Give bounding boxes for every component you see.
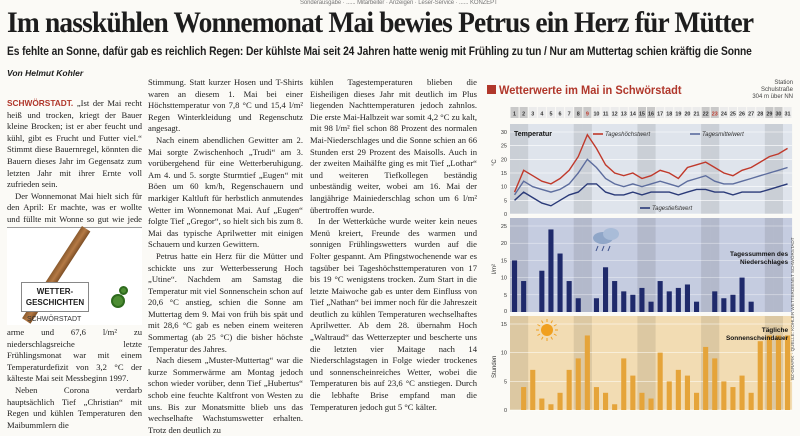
weekend-stripe	[510, 316, 519, 410]
y-tick-label: 20	[500, 241, 507, 248]
paragraph: Nach diesem „Muster-Muttertag“ war die kurze Sommerwärme am Montag jedoch schon wieder vorüber, denn Tief „Hubertus“ schob eine feuchte Kaltfront von Westen zu uns. Bis zur Monatsmitte blieb uns das wechselhafte Wachstumswetter erhalten. Trotz den deutlich zu	[148, 355, 303, 435]
y-tick-label: 0	[503, 212, 507, 218]
sunshine-bar	[730, 387, 735, 410]
sunshine-bar	[667, 381, 672, 410]
precipitation-bar	[621, 291, 626, 312]
precipitation-bar	[639, 288, 644, 312]
day-label: 4	[540, 111, 544, 118]
precipitation-bar	[567, 281, 572, 312]
y-tick-label: 15	[500, 258, 507, 265]
day-label: 16	[648, 111, 655, 118]
y-axis-label: l/m²	[492, 264, 498, 274]
precipitation-bar	[676, 288, 681, 312]
weekend-stripe	[701, 218, 710, 312]
sunshine-bar	[594, 387, 599, 410]
precipitation-bar	[558, 254, 563, 312]
paragraph: Petrus hatte ein Herz für die Mütter und schickte uns zur Wetterbesserung Hoch „Utine“. Nachdem am Samstag die Temperatur mit viel Sonnenschein schon auf 20,6 °C anstieg, schien die Sonne am Muttertag dem 9. Mai von früh bis spät und mit 28,6 °C gab es neben einem weiteren Sommertag (ab 25 °C) die bisher höchste Temperatur des Jahres.	[148, 250, 303, 354]
y-tick-label: 5	[503, 379, 507, 386]
y-tick-label: 0	[503, 309, 507, 315]
sunshine-bar	[612, 404, 617, 410]
day-label: 9	[585, 111, 589, 118]
sunshine-bar	[694, 393, 699, 410]
station-info: Station Schulstraße 304 m über NN	[752, 80, 793, 100]
legend-label-mean: Tagesmittelwert	[702, 132, 744, 138]
precipitation-bar	[630, 295, 635, 312]
precipitation-bar	[548, 229, 553, 312]
day-label: 8	[576, 111, 580, 118]
chart-title: Wetterwerte im Mai in Schwörstadt	[499, 83, 682, 97]
day-label: 24	[720, 111, 727, 118]
sunshine-bar	[558, 393, 563, 410]
precipitation-bar	[685, 284, 690, 312]
day-label: 19	[675, 111, 682, 118]
day-label: 25	[729, 111, 736, 118]
y-axis-label: °C	[492, 159, 498, 166]
sunshine-bar	[567, 370, 572, 410]
weekend-stripe	[583, 218, 592, 312]
y-tick-label: 25	[500, 224, 507, 230]
paragraph: kühlen Tagestemperaturen blieben die Eisheiligen dieses Jahr mit deutlich im Plus liegenden Nachttemperaturen jedoch zahnlos. Die erste Mai-Halbzeit war somit 4,2 °C zu kalt, mit 98 l/m² fiel schon 88 Prozent des normalen Mai-Niederschlages und die Sonne schien an 66 Stunden erst 29 Prozent des Maisolls. Auch in der zweiten Maihälfte ging es mit Tief „Lothar“ und weiteren Tiefkollegen beständig unbeständig weiter, wobei am 16. Mai der langjährige Mainiederschlag schon um 6 l/m² übertroffen wurde.	[310, 77, 477, 215]
day-label: 28	[757, 111, 764, 118]
sunshine-bar	[703, 347, 708, 410]
sunshine-bar	[658, 353, 663, 410]
day-label: 22	[702, 111, 709, 118]
day-label: 11	[602, 111, 609, 118]
y-tick-label: 20	[500, 157, 507, 164]
graphic-title: WETTER- GESCHICHTEN	[21, 282, 89, 312]
y-axis-label: Stunden	[492, 355, 498, 378]
sunshine-bar	[758, 341, 763, 410]
sunshine-bar	[630, 376, 635, 410]
subheadline: Es fehlte an Sonne, dafür gab es reichlich Regen: Der kühlste Mai seit 24 Jahren hatte wenig mit Frühling zu tun / Nur am Muttertag schien kräftig die Sonne	[7, 46, 752, 58]
precipitation-bar	[512, 260, 517, 312]
y-tick-label: 5	[503, 198, 507, 205]
sunshine-bar	[585, 335, 590, 410]
day-label: 12	[611, 111, 618, 118]
panel-title-precipitation: Tagessummen des Niederschlages	[730, 251, 789, 266]
precipitation-bar	[740, 278, 745, 312]
paragraph: arme und 67,6 l/m² zu niederschlagsreiche letzte Frühlingsmonat war mit einem Temperaturdefizit von 3,2 °C der kälteste Mai seit Messbeginn 1997.	[7, 327, 142, 384]
y-tick-label: 15	[500, 171, 507, 177]
day-label: 17	[657, 111, 664, 118]
precipitation-bar	[594, 298, 599, 312]
day-label: 6	[558, 111, 562, 118]
sunshine-bar	[776, 335, 781, 410]
day-label: 2	[522, 111, 526, 118]
graphic-label: SCHWÖRSTADT	[27, 316, 82, 323]
paragraph: SCHWÖRSTADT. „Ist der Mai recht heiß und trocken, kriegt der Bauer kleine Brocken; ist er aber feucht und kühl, gibt es Frucht und Futter viel.“ Stimmt diese Bauernregel, könnten die Bauern dieses Jahr im Gegensatz zum letzten Jahr mit ihrer Ernte voll zufrieden sein.	[7, 98, 142, 190]
day-label: 15	[638, 111, 645, 118]
day-label: 23	[711, 111, 718, 118]
sunshine-bar	[530, 370, 535, 410]
day-label: 3	[531, 111, 535, 118]
weekend-stripe	[647, 316, 656, 410]
y-tick-label: 5	[503, 292, 507, 299]
weekend-stripe	[574, 218, 583, 312]
paragraph: Stimmung. Statt kurzer Hosen und T-Shirts waren an diesem 1. Mai bei einer Höchsttemperatur von 7,8 °C und 15,4 l/m² Regen Winterkleidung und Regenschutz angesagt.	[148, 77, 303, 134]
precipitation-bar	[749, 302, 754, 312]
precipitation-bar	[658, 281, 663, 312]
day-label: 14	[629, 111, 636, 118]
sunshine-bar	[576, 358, 581, 410]
byline: Von Helmut Kohler	[7, 68, 84, 78]
precipitation-bar	[721, 298, 726, 312]
legend-label-high: Tageshöchstwert	[605, 132, 651, 138]
day-label: 10	[593, 111, 600, 118]
precipitation-bar	[521, 281, 526, 312]
paragraph: In der Wetterküche wurde weiter kein neues Menü kreiert, Freunde des warmen und sonnigen Frühlingswetters wurden auf die Folter gespannt. Am Pfingstwochenende war es tagsüber bei Tageshöchsttemperaturen von 17 bis 19 °C wenigstens trocken. Zum Start in die letzte Maiwoche gab es unter dem Einfluss von Tief „Nathan“ bei immer noch für die Jahreszeit deutlich zu kühlen Temperaturen wechselhaftes Aprilwetter. Ab dem 28. übernahm Hoch „Waltraud“ das Wetterzepter und bescherte uns die letzten vier Maitage nach 14 Niederschlagstagen in Folge wieder trockenes und sonnenscheinreiches Wetter, wobei die Temperaturen bis auf 23,6 °C anstiegen. Durch die lebhafte Brise empfand man die Temperaturen jedoch gut 5 °C kälter.	[310, 216, 477, 412]
y-tick-label: 0	[503, 408, 507, 414]
y-tick-label: 10	[500, 184, 507, 191]
paragraph: Der Wonnemonat Mai hielt sich für den April: Er machte, was er wollte und füllte mit Wonne so gut wie jede	[7, 190, 142, 224]
headline: Im nasskühlen Wonnemonat Mai bewies Petrus ein Herz für Mütter	[7, 6, 754, 39]
sunshine-bar	[548, 404, 553, 410]
top-strip: Sonderausgabe · ...... Mitarbeiter · Anzeigen · Leser-Service · ...... KONZEPT	[300, 0, 498, 6]
weekend-stripe	[647, 218, 656, 312]
y-tick-label: 25	[500, 143, 507, 150]
day-label: 31	[784, 111, 791, 118]
cloud-shape	[603, 228, 619, 240]
sun-disc	[541, 324, 553, 336]
precipitation-bar	[712, 291, 717, 312]
sunshine-bar	[676, 370, 681, 410]
y-tick-label: 10	[500, 350, 507, 357]
sunshine-bar	[767, 335, 772, 410]
sunshine-bar	[603, 393, 608, 410]
sunshine-bar	[649, 399, 654, 410]
legend-label-low: Tagestiefstwert	[652, 206, 693, 212]
day-label: 26	[739, 111, 746, 118]
precipitation-bar	[667, 291, 672, 312]
day-label: 7	[567, 111, 571, 118]
day-label: 27	[748, 111, 755, 118]
day-label: 29	[766, 111, 773, 118]
day-label: 5	[549, 111, 553, 118]
paragraph: Neben Corona verdarb hauptsächlich Tief „Christian“ mit Regen und kühlen Temperaturen den Maibummlern die	[7, 384, 142, 430]
chart-credit: BZ-GRAFIK · QUELLE: KOHLER WETTERDIENST SCHWÖRSTADT	[790, 237, 795, 380]
sunshine-bar	[639, 393, 644, 410]
precipitation-bar	[694, 302, 699, 312]
precipitation-bar	[576, 298, 581, 312]
sunshine-bar	[685, 376, 690, 410]
panel-title-temperature: Temperatur	[514, 131, 552, 138]
sunshine-bar	[539, 399, 544, 410]
sunshine-bar	[621, 358, 626, 410]
sunshine-bar	[749, 393, 754, 410]
y-tick-label: 15	[500, 322, 507, 328]
paragraph: Nach einem abendlichen Gewitter am 2. Mai sorgte Zwischenhoch „Trudi“ am 3. vorübergehend für eine Wetterberuhigung. Am 4. und 5. sorgte Sturmtief „Eugen“ mit Böen um 60 km/h, Regenschauern und markiger Kaltluft für herbstlich anmutendes Wetter im Wonnemonat Mai. Auf „Eugen“ folgte Tief „Gregor“, so hielt sich bis zum 8. Mai das typische Aprilwetter mit einigen Schauern und kurzen Gewittern.	[148, 134, 303, 250]
precipitation-bar	[612, 281, 617, 312]
day-label: 21	[693, 111, 700, 118]
precipitation-bar	[539, 271, 544, 312]
precipitation-bar	[649, 302, 654, 312]
day-label: 20	[684, 111, 691, 118]
sunshine-bar	[740, 376, 745, 410]
day-label: 30	[775, 111, 782, 118]
day-label: 13	[620, 111, 627, 118]
sunshine-bar	[712, 358, 717, 410]
panel-title-sunshine: Tägliche Sonnenscheindauer	[725, 327, 789, 342]
dateline: SCHWÖRSTADT.	[7, 98, 74, 108]
precipitation-bar	[603, 267, 608, 312]
sunshine-bar	[521, 387, 526, 410]
y-tick-label: 30	[500, 130, 507, 136]
day-label: 18	[666, 111, 673, 118]
day-label: 1	[513, 111, 517, 118]
precipitation-bar	[730, 295, 735, 312]
sunshine-bar	[721, 381, 726, 410]
y-tick-label: 10	[500, 275, 507, 282]
